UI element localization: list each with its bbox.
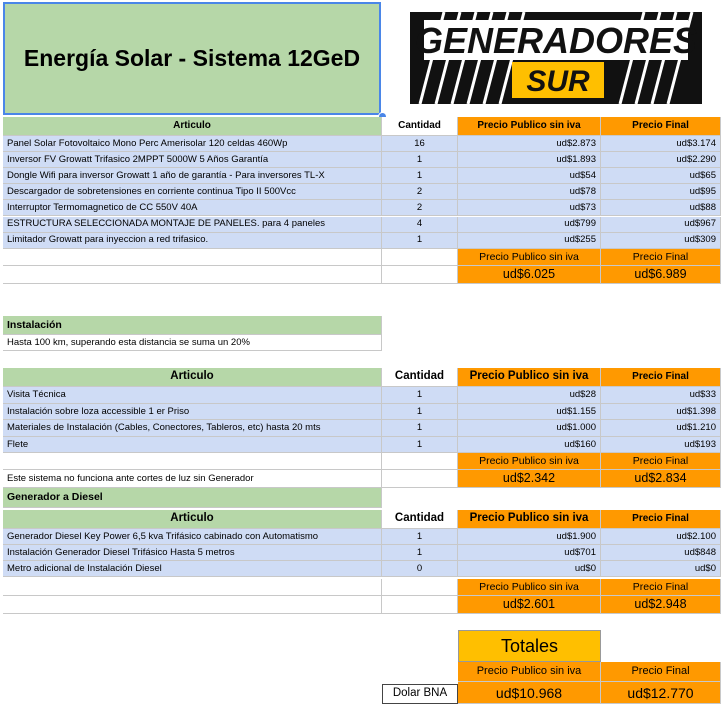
item-cell[interactable]: Inversor FV Growatt Trifasico 2MPPT 5000W 5 Años Garantía — [3, 152, 382, 168]
price-fin-cell[interactable]: ud$65 — [601, 168, 721, 184]
price-fin-cell[interactable]: ud$967 — [601, 217, 721, 233]
totals-title: Totales — [458, 630, 601, 662]
col-header-articulo: Articulo — [3, 510, 382, 529]
price-pub-cell[interactable]: ud$54 — [458, 168, 601, 184]
item-cell[interactable]: Instalación sobre loza accessible 1 er Priso — [3, 404, 382, 421]
logo-text-line1: GENERADORES — [414, 20, 698, 61]
qty-cell[interactable]: 1 — [382, 152, 458, 168]
section3-total-pub-label: Precio Publico sin iva — [458, 579, 601, 596]
qty-cell[interactable]: 1 — [382, 387, 458, 404]
qty-cell[interactable]: 1 — [382, 233, 458, 249]
item-cell[interactable]: Materiales de Instalación (Cables, Conectores, Tableros, etc) hasta 20 mts — [3, 420, 382, 437]
price-pub-cell[interactable]: ud$1.900 — [458, 529, 601, 545]
col-header-cantidad: Cantidad — [382, 368, 458, 387]
spacer-cell[interactable] — [382, 249, 458, 266]
price-pub-cell[interactable]: ud$0 — [458, 561, 601, 577]
generator-title: Generador a Diesel — [3, 488, 382, 508]
qty-cell[interactable]: 1 — [382, 545, 458, 561]
item-cell[interactable]: Interruptor Termomagnetico de CC 550V 40A — [3, 200, 382, 216]
generadores-sur-logo — [384, 0, 725, 115]
dolar-bna-label: Dolar BNA — [382, 684, 458, 704]
section3-total-pub: ud$2.601 — [458, 596, 601, 614]
item-cell[interactable]: Dongle Wifi para inversor Growatt 1 año de garantía - Para inversores TL-X — [3, 168, 382, 184]
spacer-cell[interactable] — [382, 453, 458, 470]
price-fin-cell[interactable]: ud$193 — [601, 437, 721, 454]
logo-graphic — [384, 0, 725, 115]
spacer-cell[interactable] — [382, 470, 458, 488]
col-header-articulo: Articulo — [3, 368, 382, 387]
spacer-cell[interactable] — [3, 596, 382, 614]
totals-fin-value: ud$12.770 — [601, 682, 721, 704]
qty-cell[interactable]: 1 — [382, 529, 458, 545]
spacer-cell[interactable] — [382, 266, 458, 284]
section2-total-pub: ud$2.342 — [458, 470, 601, 488]
item-cell[interactable]: Panel Solar Fotovoltaico Mono Perc Amerisolar 120 celdas 460Wp — [3, 136, 382, 152]
page-title[interactable]: Energía Solar - Sistema 12GeD — [3, 2, 381, 115]
price-pub-cell[interactable]: ud$255 — [458, 233, 601, 249]
qty-cell[interactable]: 1 — [382, 168, 458, 184]
section1-total-fin-label: Precio Final — [601, 249, 721, 266]
col-header-precio-final: Precio Final — [601, 117, 721, 136]
price-pub-cell[interactable]: ud$799 — [458, 217, 601, 233]
price-fin-cell[interactable]: ud$88 — [601, 200, 721, 216]
price-pub-cell[interactable]: ud$1.000 — [458, 420, 601, 437]
qty-cell[interactable]: 4 — [382, 217, 458, 233]
price-fin-cell[interactable]: ud$2.290 — [601, 152, 721, 168]
price-pub-cell[interactable]: ud$73 — [458, 200, 601, 216]
spacer-cell[interactable] — [3, 453, 382, 470]
installation-title: Instalación — [3, 316, 382, 335]
spacer-cell[interactable] — [3, 579, 382, 596]
price-fin-cell[interactable]: ud$1.210 — [601, 420, 721, 437]
price-pub-cell[interactable]: ud$701 — [458, 545, 601, 561]
spacer-cell[interactable] — [382, 579, 458, 596]
price-pub-cell[interactable]: ud$1.893 — [458, 152, 601, 168]
qty-cell[interactable]: 1 — [382, 437, 458, 454]
col-header-precio-publico: Precio Publico sin iva — [458, 510, 601, 529]
item-cell[interactable]: Descargador de sobretensiones en corriente continua Tipo II 500Vcc — [3, 184, 382, 200]
spacer-cell[interactable] — [3, 249, 382, 266]
price-fin-cell[interactable]: ud$0 — [601, 561, 721, 577]
installation-note: Hasta 100 km, superando esta distancia se suma un 20% — [3, 335, 382, 351]
item-cell[interactable]: ESTRUCTURA SELECCIONADA MONTAJE DE PANELES. para 4 paneles — [3, 217, 382, 233]
qty-cell[interactable]: 1 — [382, 404, 458, 421]
section1-total-fin: ud$6.989 — [601, 266, 721, 284]
price-pub-cell[interactable]: ud$78 — [458, 184, 601, 200]
spacer-cell[interactable] — [3, 266, 382, 284]
totals-pub-value: ud$10.968 — [458, 682, 601, 704]
col-header-cantidad: Cantidad — [382, 117, 458, 136]
col-header-precio-publico: Precio Publico sin iva — [458, 117, 601, 136]
section3-total-fin-label: Precio Final — [601, 579, 721, 596]
section1-total-pub-label: Precio Publico sin iva — [458, 249, 601, 266]
item-cell[interactable]: Instalación Generador Diesel Trifásico Hasta 5 metros — [3, 545, 382, 561]
qty-cell[interactable]: 1 — [382, 420, 458, 437]
col-header-precio-final: Precio Final — [601, 510, 721, 529]
price-fin-cell[interactable]: ud$3.174 — [601, 136, 721, 152]
item-cell[interactable]: Visita Técnica — [3, 387, 382, 404]
qty-cell[interactable]: 16 — [382, 136, 458, 152]
price-pub-cell[interactable]: ud$2.873 — [458, 136, 601, 152]
section2-total-fin: ud$2.834 — [601, 470, 721, 488]
price-fin-cell[interactable]: ud$309 — [601, 233, 721, 249]
spacer-cell[interactable] — [382, 596, 458, 614]
price-pub-cell[interactable]: ud$160 — [458, 437, 601, 454]
item-cell[interactable]: Metro adicional de Instalación Diesel — [3, 561, 382, 577]
col-header-precio-publico: Precio Publico sin iva — [458, 368, 601, 387]
totals-fin-label: Precio Final — [601, 662, 721, 682]
price-fin-cell[interactable]: ud$848 — [601, 545, 721, 561]
logo-text-line2: SUR — [526, 65, 590, 98]
item-cell[interactable]: Limitador Growatt para inyeccion a red trifasico. — [3, 233, 382, 249]
price-fin-cell[interactable]: ud$1.398 — [601, 404, 721, 421]
qty-cell[interactable]: 2 — [382, 200, 458, 216]
col-header-articulo: Articulo — [3, 117, 382, 136]
section1-total-pub: ud$6.025 — [458, 266, 601, 284]
qty-cell[interactable]: 0 — [382, 561, 458, 577]
qty-cell[interactable]: 2 — [382, 184, 458, 200]
item-cell[interactable]: Flete — [3, 437, 382, 454]
section2-total-fin-label: Precio Final — [601, 453, 721, 470]
item-cell[interactable]: Generador Diesel Key Power 6,5 kva Trifásico cabinado con Automatismo — [3, 529, 382, 545]
price-fin-cell[interactable]: ud$33 — [601, 387, 721, 404]
price-pub-cell[interactable]: ud$1.155 — [458, 404, 601, 421]
section2-total-pub-label: Precio Publico sin iva — [458, 453, 601, 470]
price-fin-cell[interactable]: ud$95 — [601, 184, 721, 200]
totals-pub-label: Precio Publico sin iva — [458, 662, 601, 682]
price-pub-cell[interactable]: ud$28 — [458, 387, 601, 404]
col-header-cantidad: Cantidad — [382, 510, 458, 529]
col-header-precio-final: Precio Final — [601, 368, 721, 387]
section2-note: Este sistema no funciona ante cortes de luz sin Generador — [3, 470, 382, 488]
section3-total-fin: ud$2.948 — [601, 596, 721, 614]
price-fin-cell[interactable]: ud$2.100 — [601, 529, 721, 545]
